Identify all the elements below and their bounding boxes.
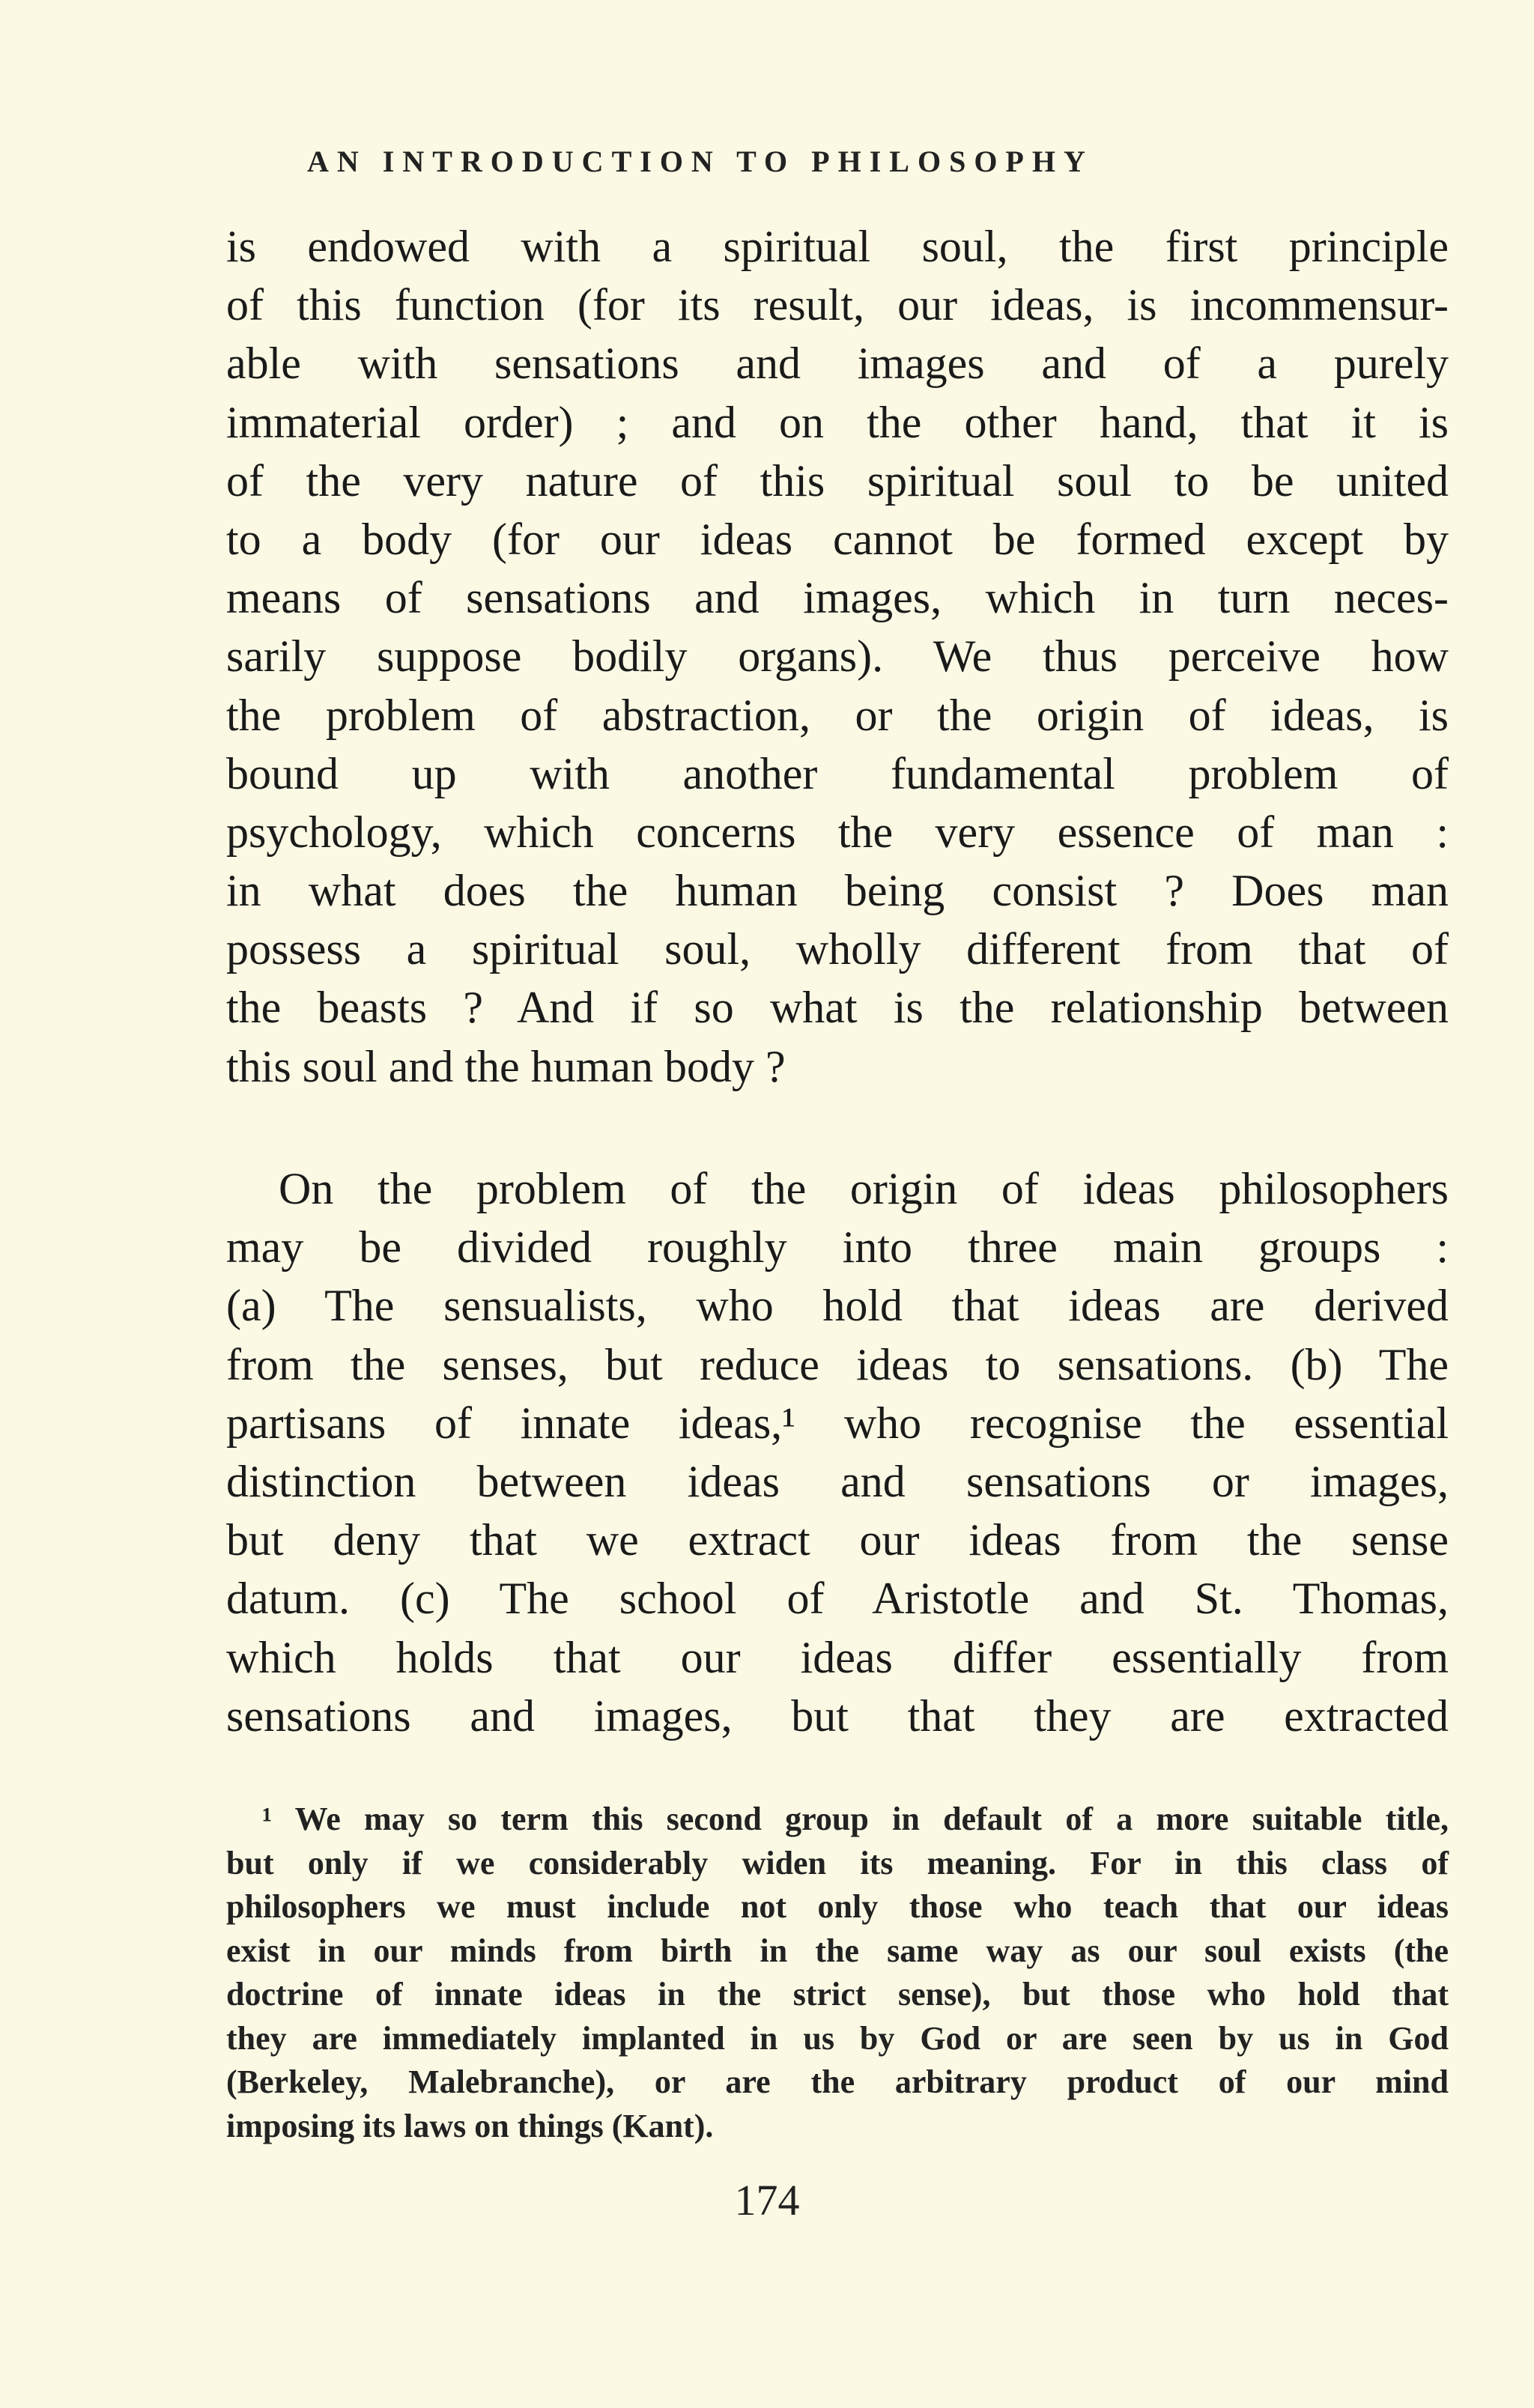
text-line: to a body (for our ideas cannot be formed except by <box>226 514 1449 564</box>
footnote-line: imposing its laws on things (Kant). <box>226 2107 714 2144</box>
footnote-line: philosophers we must include not only those who teach that our ideas <box>226 1888 1449 1925</box>
text-line: but deny that we extract our ideas from the sense <box>226 1515 1449 1565</box>
text-line: of this function (for its result, our ideas, is incommensur- <box>226 280 1449 330</box>
text-line: (a) The sensualists, who hold that ideas are derived <box>226 1281 1449 1331</box>
text-line: psychology, which concerns the very essence of man : <box>226 807 1449 857</box>
text-line: sarily suppose bodily organs). We thus perceive how <box>226 631 1449 682</box>
text-line: which holds that our ideas differ essentially from <box>226 1632 1449 1682</box>
footnote-line: doctrine of innate ideas in the strict sense), but those who hold that <box>226 1976 1449 2013</box>
footnote-line: exist in our minds from birth in the same way as our soul exists (the <box>226 1932 1449 1969</box>
text-line: bound up with another fundamental problem of <box>226 748 1449 798</box>
text-line: able with sensations and images and of a purely <box>226 339 1449 389</box>
text-line: from the senses, but reduce ideas to sensations. (b) The <box>226 1339 1449 1389</box>
text-line: distinction between ideas and sensations or images, <box>226 1456 1449 1506</box>
paragraph-2 <box>226 1159 1449 1745</box>
footnote <box>226 1798 1449 2148</box>
text-line: On the problem of the origin of ideas philosophers <box>279 1164 1449 1213</box>
text-line: in what does the human being consist ? Does man <box>226 866 1449 916</box>
text-line: immaterial order) ; and on the other hand, that it is <box>226 397 1449 447</box>
text-line: means of sensations and images, which in turn neces- <box>226 573 1449 623</box>
text-line: sensations and images, but that they are extracted <box>226 1690 1449 1741</box>
text-line: may be divided roughly into three main groups : <box>226 1222 1449 1273</box>
footnote-line: (Berkeley, Malebranche), or are the arbitrary product of our mind <box>226 2063 1449 2100</box>
paragraph-1 <box>226 217 1449 1096</box>
page-number: 174 <box>734 2176 800 2224</box>
text-line: possess a spiritual soul, wholly different from that of <box>226 924 1449 974</box>
text-line: the beasts ? And if so what is the relationship between <box>226 983 1449 1033</box>
text-line: this soul and the human body ? <box>226 1041 786 1091</box>
footnote-line: but only if we considerably widen its meaning. For in this class of <box>226 1844 1449 1881</box>
text-line: the problem of abstraction, or the origin of ideas, is <box>226 690 1449 740</box>
footnote-line: they are immediately implanted in us by God or are seen by us in God <box>226 2019 1449 2057</box>
text-line: of the very nature of this spiritual soul to be united <box>226 455 1449 506</box>
running-head: AN INTRODUCTION TO PHILOSOPHY <box>307 145 1094 178</box>
text-line: is endowed with a spiritual soul, the first principle <box>226 222 1449 271</box>
text-line: datum. (c) The school of Aristotle and St. Thomas, <box>226 1574 1449 1624</box>
footnote-line: ¹ We may so term this second group in default of a more suitable title, <box>262 1801 1449 1837</box>
text-line: partisans of innate ideas,¹ who recognise the essential <box>226 1398 1449 1448</box>
